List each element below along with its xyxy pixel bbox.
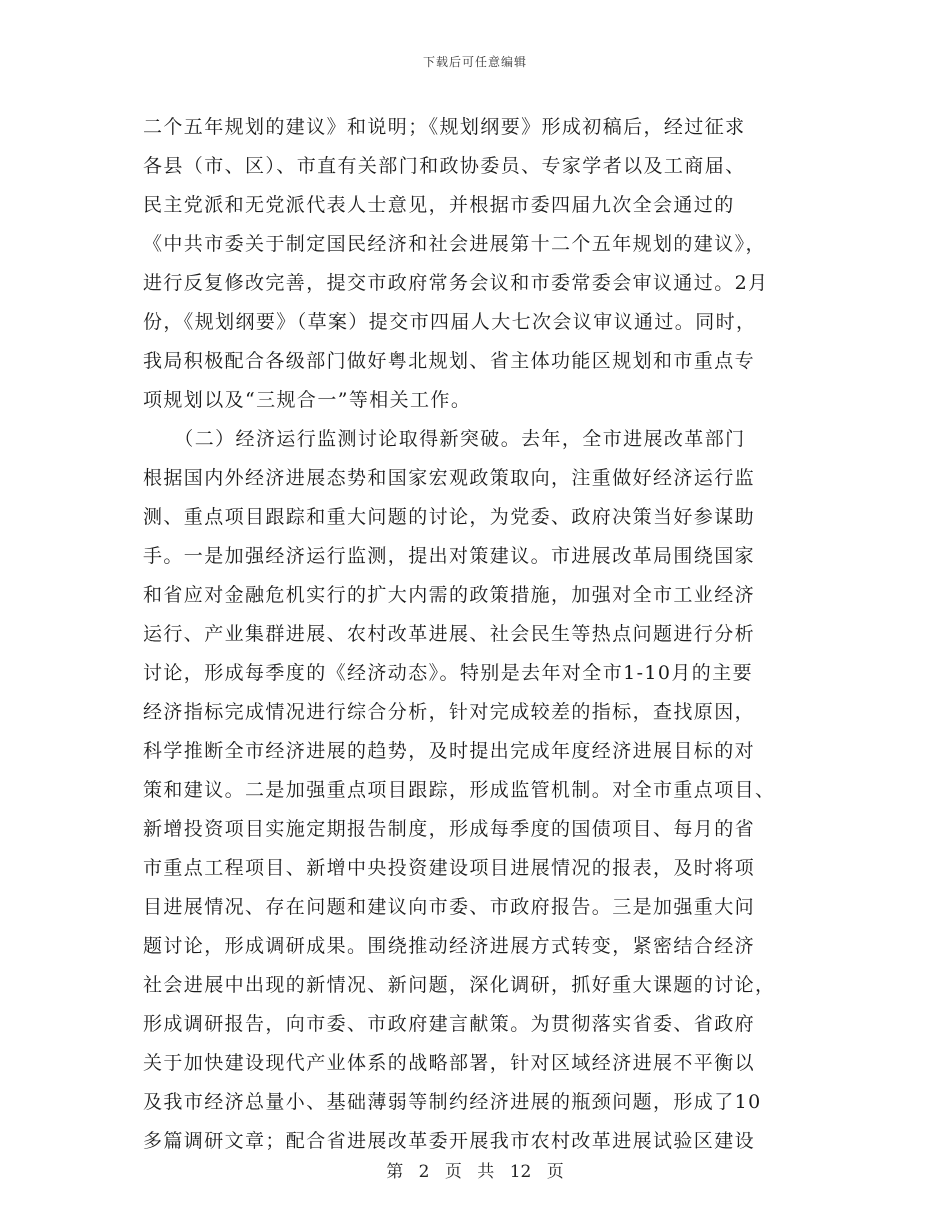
text-line: 形成调研报告，向市委、市政府建言献策。为贯彻落实省委、省政府 [143,1013,756,1035]
text-line: 和省应对金融危机实行的扩大内需的政策措施，加强对全市工业经济 [143,584,756,606]
text-line: 根据国内外经济进展态势和国家宏观政策取向，注重做好经济运行监 [143,467,756,489]
text-line: 社会进展中出现的新情况、新问题，深化调研，抓好重大课题的讨论， [143,974,776,996]
text-line: 测、重点项目跟踪和重大问题的讨论，为党委、政府决策当好参谋助 [143,506,756,528]
text-line: 二个五年规划的建议》和说明；《规划纲要》形成初稿后，经过征求 [143,116,746,138]
text-line: 及我市经济总量小、基础薄弱等制约经济进展的瓶颈问题，形成了10 [143,1091,762,1113]
text-line: 各县（市、区）、市直有关部门和政协委员、专家学者以及工商届、 [143,155,746,177]
text-line: 市重点工程项目、新增中央投资建设项目进展情况的报表，及时将项 [143,857,756,879]
text-line: 关于加快建设现代产业体系的战略部署，针对区域经济进展不平衡以 [143,1052,756,1074]
text-line: 手。一是加强经济运行监测，提出对策建议。市进展改革局围绕国家 [143,545,756,567]
header-note: 下载后可任意编辑 [422,55,527,69]
total-unit-label: 页 [546,1162,564,1182]
text-line: 项规划以及“三规合一”等相关工作。 [143,389,472,411]
text-line: 我局积极配合各级部门做好粤北规划、省主体功能区规划和市重点专 [143,350,756,372]
text-line: 进行反复修改完善，提交市政府常务会议和市委常委会审议通过。2月 [143,272,769,294]
text-line: 民主党派和无党派代表人士意见，并根据市委四届九次全会通过的 [143,194,735,216]
text-line: 经济指标完成情况进行综合分析，针对完成较差的指标，查找原因， [143,701,756,723]
text-line: 份，《规划纲要》（草案）提交市四届人大七次会议审议通过。同时， [143,311,757,333]
page-unit-label: 页 [444,1162,462,1182]
text-line: 目进展情况、存在问题和建议向市委、市政府报告。三是加强重大问 [143,896,756,918]
text-line: 多篇调研文章；配合省进展改革委开展我市农村改革进展试验区建设 [143,1130,756,1152]
current-page-number: 2 [418,1162,430,1182]
text-line: 讨论，形成每季度的《经济动态》。特别是去年对全市1-10月的主要 [143,662,753,684]
text-line: 策和建议。二是加强重点项目跟踪，形成监管机制。对全市重点项目、 [143,779,776,801]
page-label: 第 [386,1162,404,1182]
text-line: 新增投资项目实施定期报告制度，形成每季度的国债项目、每月的省 [143,818,756,840]
document-body [143,108,811,1161]
total-pages-number: 12 [509,1162,532,1182]
text-line: （二）经济运行监测讨论取得新突破。去年，全市进展改革部门 [143,428,746,450]
total-label: 共 [477,1162,495,1182]
text-line: 《中共市委关于制定国民经济和社会进展第十二个五年规划的建议》， [143,233,766,255]
page-footer [0,1157,950,1182]
text-line: 题讨论，形成调研成果。围绕推动经济进展方式转变，紧密结合经济 [143,935,756,957]
text-line: 运行、产业集群进展、农村改革进展、社会民生等热点问题进行分析 [143,623,756,645]
text-line: 科学推断全市经济进展的趋势，及时提出完成年度经济进展目标的对 [143,740,756,762]
